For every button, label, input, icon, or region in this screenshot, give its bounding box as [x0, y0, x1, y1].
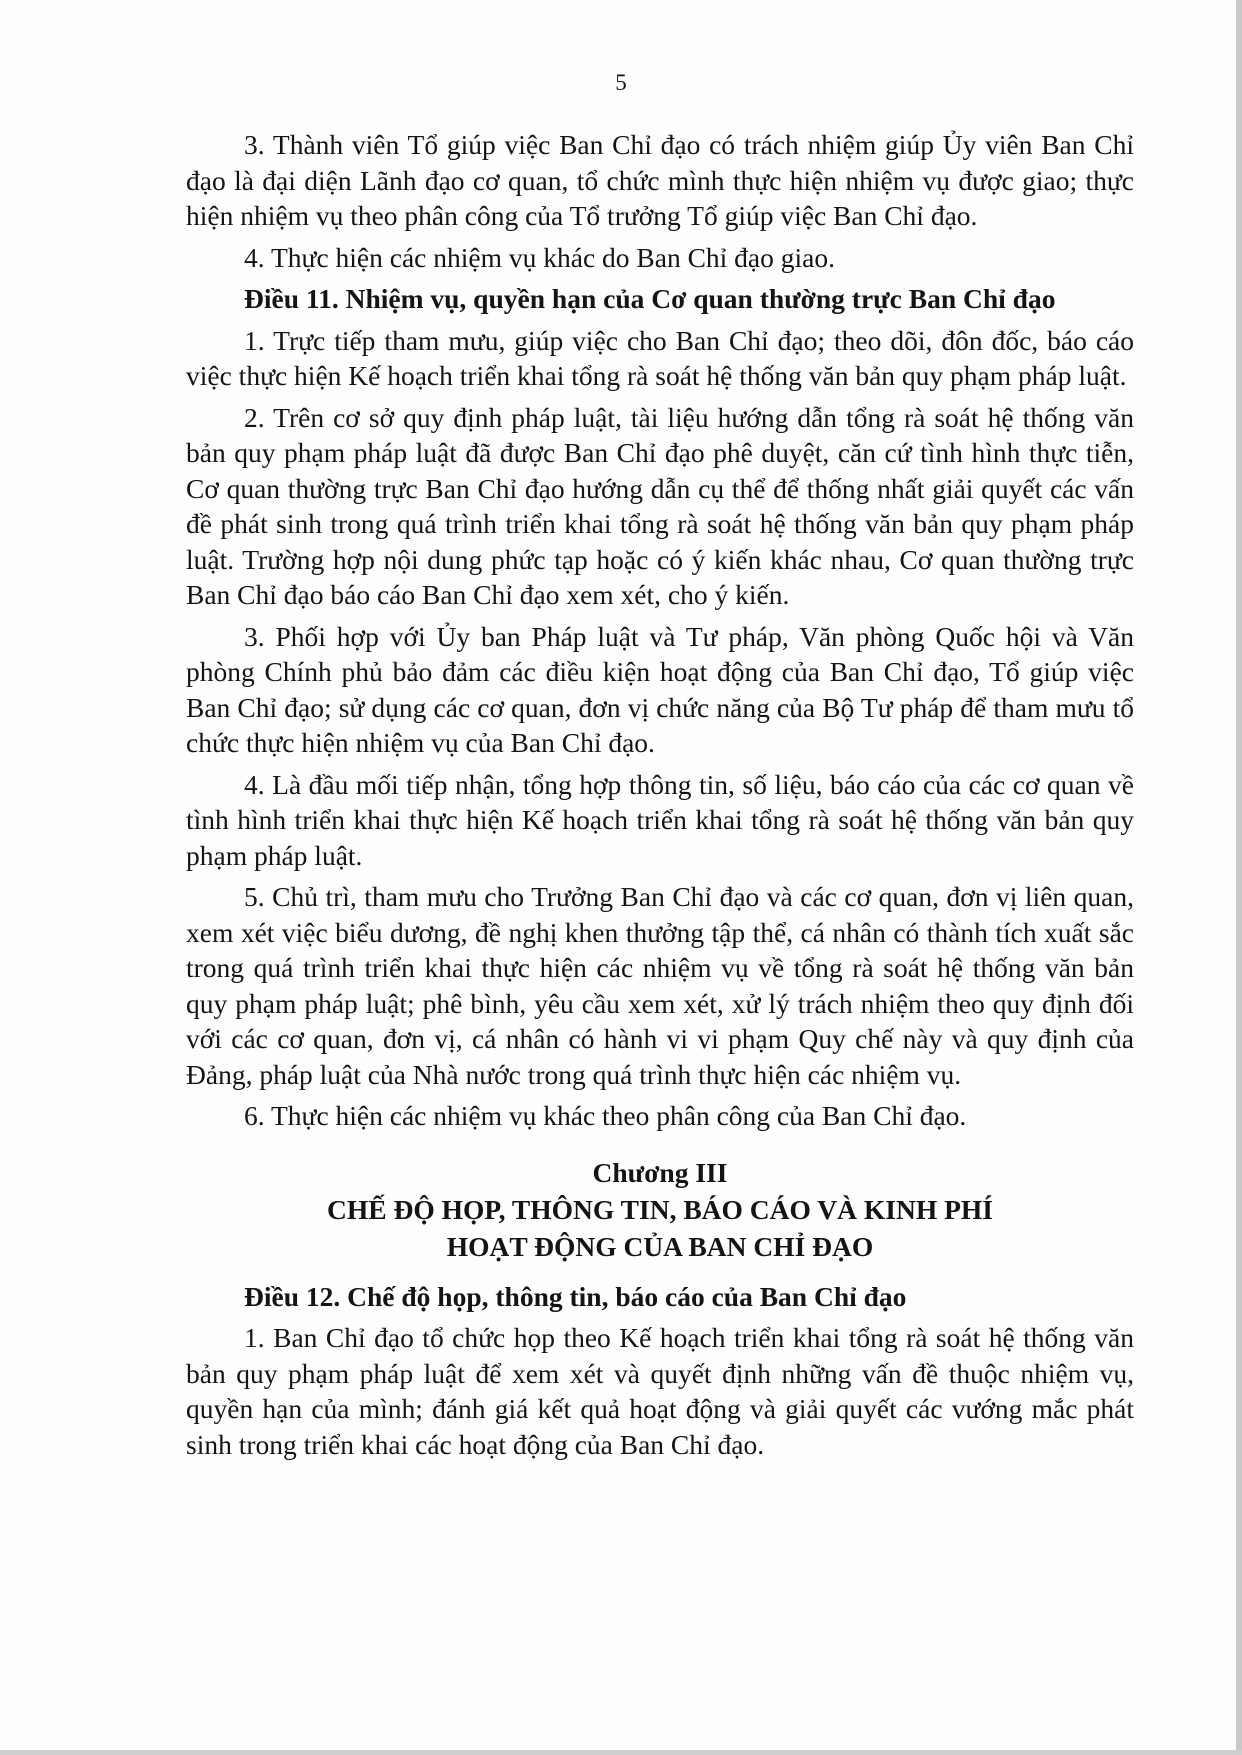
article-12-heading: Điều 12. Chế độ họp, thông tin, báo cáo của Ban Chỉ đạo [244, 1280, 907, 1312]
article-11-item-6: 6. Thực hiện các nhiệm vụ khác theo phân công của Ban Chỉ đạo. [244, 1100, 967, 1131]
chapter-title-line-1: CHẾ ĐỘ HỌP, THÔNG TIN, BÁO CÁO VÀ KINH PHÍ [327, 1193, 993, 1225]
scan-edge-bottom [0, 1750, 1242, 1755]
article-12-item-1: 1. Ban Chỉ đạo tổ chức họp theo Kế hoạch triển khai tổng rà soát hệ thống văn bản quy phạm pháp luật để xem xét và quyết định những vấn đề thuộc nhiệm vụ, quyền hạn của mình; đánh giá kết quả hoạt động và giải quyết các vướng mắc phát sinh trong triển khai các hoạt động của Ban Chỉ đạo. [186, 1322, 1134, 1460]
chapter-heading [186, 1154, 1134, 1265]
article-11-item-1: 1. Trực tiếp tham mưu, giúp việc cho Ban Chỉ đạo; theo dõi, đôn đốc, báo cáo việc thực hiện Kế hoạch triển khai tổng rà soát hệ thống văn bản quy phạm pháp luật. [186, 324, 1134, 391]
article-11-item-2: 2. Trên cơ sở quy định pháp luật, tài liệu hướng dẫn tổng rà soát hệ thống văn bản quy phạm pháp luật đã được Ban Chỉ đạo phê duyệt, căn cứ tình hình thực tiễn, Cơ quan thường trực Ban Chỉ đạo hướng dẫn cụ thể để thống nhất giải quyết các vấn đề phát sinh trong quá trình triển khai tổng rà soát hệ thống văn bản quy phạm pháp luật. Trường hợp nội dung phức tạp hoặc có ý kiến khác nhau, Cơ quan thường trực Ban Chỉ đạo báo cáo Ban Chỉ đạo xem xét, cho ý kiến. [186, 401, 1134, 610]
clause-10-item-3: 3. Thành viên Tổ giúp việc Ban Chỉ đạo có trách nhiệm giúp Ủy viên Ban Chỉ đạo là đại diện Lãnh đạo cơ quan, tổ chức mình thực hiện nhiệm vụ được giao; thực hiện nhiệm vụ theo phân công của Tổ trưởng Tổ giúp việc Ban Chỉ đạo. [186, 129, 1134, 231]
article-11-heading: Điều 11. Nhiệm vụ, quyền hạn của Cơ quan thường trực Ban Chỉ đạo [244, 283, 1056, 314]
page-number: 5 [615, 70, 627, 95]
article-11-item-5: 5. Chủ trì, tham mưu cho Trưởng Ban Chỉ đạo và các cơ quan, đơn vị liên quan, xem xét việc biểu dương, đề nghị khen thưởng tập thể, cá nhân có thành tích xuất sắc trong quá trình triển khai thực hiện các nhiệm vụ về tổng rà soát hệ thống văn bản quy phạm pháp luật; phê bình, yêu cầu xem xét, xử lý trách nhiệm theo quy định đối với các cơ quan, đơn vị, cá nhân có hành vi vi phạm Quy chế này và quy định của Đảng, pháp luật của Nhà nước trong quá trình thực hiện các nhiệm vụ. [186, 881, 1134, 1090]
document-body [186, 127, 1134, 1468]
article-11-item-4: 4. Là đầu mối tiếp nhận, tổng hợp thông tin, số liệu, báo cáo của các cơ quan về tình hình triển khai thực hiện Kế hoạch triển khai tổng rà soát hệ thống văn bản quy phạm pháp luật. [186, 768, 1134, 871]
chapter-title-line-2: HOẠT ĐỘNG CỦA BAN CHỈ ĐẠO [446, 1230, 874, 1262]
article-11-item-3: 3. Phối hợp với Ủy ban Pháp luật và Tư pháp, Văn phòng Quốc hội và Văn phòng Chính phủ bảo đảm các điều kiện hoạt động của Ban Chỉ đạo, Tổ giúp việc Ban Chỉ đạo; sử dụng các cơ quan, đơn vị chức năng của Bộ Tư pháp để tham mưu tổ chức thực hiện nhiệm vụ của Ban Chỉ đạo. [186, 620, 1134, 758]
clause-10-item-4: 4. Thực hiện các nhiệm vụ khác do Ban Chỉ đạo giao. [244, 241, 835, 273]
chapter-label: Chương III [592, 1156, 728, 1188]
scan-edge-right [1236, 0, 1242, 1755]
